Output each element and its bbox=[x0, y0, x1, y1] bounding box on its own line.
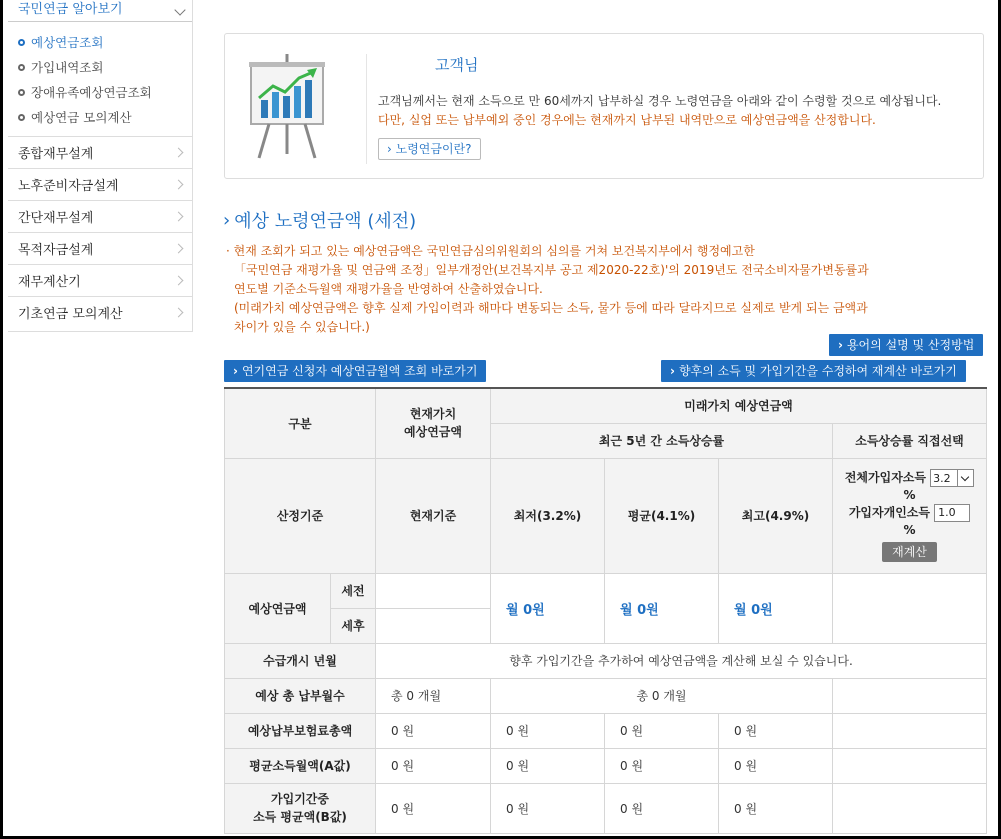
avg-income-low: 0 원 bbox=[491, 748, 605, 783]
row-expected-label: 예상연금액 bbox=[225, 573, 331, 643]
chevron-right-icon bbox=[174, 308, 184, 318]
sidebar-item-label: 종합재무설계 bbox=[18, 147, 94, 162]
header-future-value: 미래가치 예상연금액 bbox=[491, 388, 987, 423]
sidebar-item-comprehensive[interactable] bbox=[8, 136, 192, 168]
sidebar-item-label: 목적자금설계 bbox=[18, 243, 94, 258]
sidebar-item-calculator[interactable] bbox=[8, 264, 192, 296]
monthly-high-value: 월 0원 bbox=[734, 602, 773, 618]
chevron-down-icon bbox=[174, 4, 185, 15]
avg-income-direct bbox=[833, 748, 987, 783]
submenu-item-expected-pension[interactable] bbox=[18, 30, 192, 55]
terms-explanation-button[interactable] bbox=[829, 334, 983, 356]
header-category: 구분 bbox=[225, 388, 376, 458]
recalculate-button[interactable]: 재계산 bbox=[882, 542, 937, 562]
b-value-current: 0 원 bbox=[376, 783, 491, 833]
total-income-select[interactable] bbox=[930, 469, 974, 487]
notice-line: 「국민연금 재평가율 및 연금액 조정」일부개정안(보건복지부 공고 제2020-22호)'의 2019년도 전국소비자물가변동률과 bbox=[234, 263, 869, 277]
current-pre-tax-value bbox=[376, 573, 491, 608]
chevron-right-icon bbox=[174, 212, 184, 222]
total-income-label: 전체가입자소득 bbox=[844, 470, 926, 485]
notice-line: (미래가치 예상연금액은 향후 실제 가입이력과 해마다 변동되는 소득, 물가 등에 따라 달라지므로 실제로 받게 되는 금액과 bbox=[234, 301, 868, 315]
intro-notice: 다만, 실업 또는 납부예외 중인 경우에는 현재까지 납부된 내역만으로 예상연금액을 산정합니다. bbox=[378, 113, 876, 127]
row-start-label: 수급개시 년월 bbox=[225, 643, 376, 678]
premium-high: 0 원 bbox=[719, 713, 833, 748]
notice-line: 연도별 기준소득월액 재평가율을 반영하여 산출하였습니다. bbox=[234, 282, 543, 296]
presentation-board-icon bbox=[247, 50, 327, 162]
intro-description: 고객님께서는 현재 소득으로 만 60세까지 납부하실 경우 노령연금을 아래와 같이 수령할 것으로 예상됩니다. bbox=[378, 94, 942, 108]
percent-label: % bbox=[903, 523, 916, 537]
row-b-line2: 소득 평균액(B값) bbox=[253, 810, 347, 824]
avg-income-avg: 0 원 bbox=[605, 748, 719, 783]
sidebar-item-retirement[interactable] bbox=[8, 168, 192, 200]
header-direct-select: 소득상승률 직접선택 bbox=[833, 423, 987, 458]
button-label: 용어의 설명 및 산정방법 bbox=[846, 338, 975, 352]
monthly-avg-value: 월 0원 bbox=[620, 602, 659, 618]
start-text: 향후 가입기간을 추가하여 예상연금액을 계산해 보실 수 있습니다. bbox=[376, 643, 987, 678]
sidebar-header[interactable] bbox=[8, 0, 192, 22]
avg-income-current: 0 원 bbox=[376, 748, 491, 783]
notice-line: · 현재 조회가 되고 있는 예상연금액은 국민연금심의위원회의 심의를 거쳐 보건복지부에서 행정예고한 bbox=[226, 244, 755, 258]
chevron-down-icon bbox=[957, 470, 973, 486]
monthly-high-cell bbox=[719, 573, 833, 643]
sidebar-header-label: 국민연금 알아보기 bbox=[18, 2, 123, 17]
button-label: 향후의 소득 및 가입기간을 수정하여 재계산 바로가기 bbox=[678, 364, 957, 378]
sidebar-item-simple[interactable] bbox=[8, 200, 192, 232]
bullet-icon bbox=[18, 114, 25, 121]
months-future: 총 0 개월 bbox=[491, 678, 833, 713]
sidebar-item-label: 노후준비자금설계 bbox=[18, 179, 119, 194]
select-value: 3.2 bbox=[933, 472, 951, 485]
basis-low: 최저(3.2%) bbox=[491, 458, 605, 573]
chevron-right-icon bbox=[174, 276, 184, 286]
row-b-line1: 가입기간중 bbox=[271, 792, 329, 806]
pre-tax-label: 세전 bbox=[331, 573, 376, 608]
b-value-direct bbox=[833, 783, 987, 833]
submenu-item-disability[interactable] bbox=[18, 80, 192, 105]
pension-table bbox=[224, 387, 987, 834]
premium-avg: 0 원 bbox=[605, 713, 719, 748]
monthly-low-value: 월 0원 bbox=[506, 602, 545, 618]
sidebar-item-label: 간단재무설계 bbox=[18, 211, 94, 226]
direct-result-cell bbox=[833, 573, 987, 643]
notice-line: 차이가 있을 수 있습니다.) bbox=[234, 320, 370, 334]
deferred-pension-link-button[interactable] bbox=[224, 360, 486, 382]
submenu-label: 가입내역조회 bbox=[31, 60, 104, 75]
sidebar-item-label: 재무계산기 bbox=[18, 275, 81, 290]
submenu-item-simulation[interactable] bbox=[18, 105, 192, 130]
premium-direct bbox=[833, 713, 987, 748]
avg-income-high: 0 원 bbox=[719, 748, 833, 783]
basis-avg: 평균(4.1%) bbox=[605, 458, 719, 573]
header-current-value: 현재가치 예상연금액 bbox=[376, 388, 491, 458]
chevron-right-icon bbox=[174, 244, 184, 254]
b-value-low: 0 원 bbox=[491, 783, 605, 833]
sidebar-item-basic-pension[interactable] bbox=[8, 296, 192, 328]
button-label: 노령연금이란? bbox=[395, 142, 472, 156]
individual-income-label: 가입자개인소득 bbox=[848, 505, 930, 520]
submenu-label: 장애유족예상연금조회 bbox=[31, 85, 152, 100]
premium-current: 0 원 bbox=[376, 713, 491, 748]
months-current: 총 0 개월 bbox=[376, 678, 491, 713]
individual-income-input[interactable]: 1.0 bbox=[934, 504, 970, 522]
bullet-icon bbox=[18, 64, 25, 71]
b-value-high: 0 원 bbox=[719, 783, 833, 833]
basis-current: 현재기준 bbox=[376, 458, 491, 573]
months-direct bbox=[833, 678, 987, 713]
recalculate-link-button[interactable] bbox=[661, 360, 966, 382]
section-title bbox=[223, 207, 416, 233]
chevron-right-icon: › bbox=[223, 209, 231, 231]
basis-high: 최고(4.9%) bbox=[719, 458, 833, 573]
percent-label: % bbox=[903, 488, 916, 502]
row-basis-label: 산정기준 bbox=[225, 458, 376, 573]
customer-title: 고객님 bbox=[435, 56, 479, 74]
current-post-tax-value bbox=[376, 608, 491, 643]
monthly-low-cell bbox=[491, 573, 605, 643]
post-tax-label: 세후 bbox=[331, 608, 376, 643]
premium-low: 0 원 bbox=[491, 713, 605, 748]
sidebar bbox=[8, 0, 193, 332]
section-title-text: 예상 노령연금액 (세전) bbox=[234, 211, 417, 232]
sidebar-item-label: 기초연금 모의계산 bbox=[18, 307, 123, 322]
row-premium-label: 예상납부보험료총액 bbox=[225, 713, 376, 748]
intro-box bbox=[224, 33, 984, 179]
bullet-icon bbox=[18, 39, 25, 46]
row-avg-income-label: 평균소득월액(A값) bbox=[225, 748, 376, 783]
sidebar-item-purpose[interactable] bbox=[8, 232, 192, 264]
direct-select-cell bbox=[833, 458, 987, 573]
row-months-label: 예상 총 납부월수 bbox=[225, 678, 376, 713]
header-recent-growth: 최근 5년 간 소득상승률 bbox=[491, 423, 833, 458]
chevron-right-icon bbox=[174, 180, 184, 190]
bullet-icon bbox=[18, 89, 25, 96]
notice-text bbox=[226, 242, 869, 337]
monthly-avg-cell bbox=[605, 573, 719, 643]
button-label: 연기연금 신청자 예상연금월액 조회 바로가기 bbox=[241, 364, 478, 378]
submenu-item-enrollment[interactable] bbox=[18, 55, 192, 80]
b-value-avg: 0 원 bbox=[605, 783, 719, 833]
old-age-pension-info-button[interactable]: › 노령연금이란? bbox=[378, 138, 481, 160]
chevron-right-icon bbox=[174, 148, 184, 158]
divider bbox=[366, 54, 367, 164]
submenu-label: 예상연금조회 bbox=[31, 35, 104, 50]
sidebar-submenu bbox=[8, 22, 192, 136]
row-b-value-label bbox=[225, 783, 376, 833]
submenu-label: 예상연금 모의계산 bbox=[31, 110, 132, 125]
